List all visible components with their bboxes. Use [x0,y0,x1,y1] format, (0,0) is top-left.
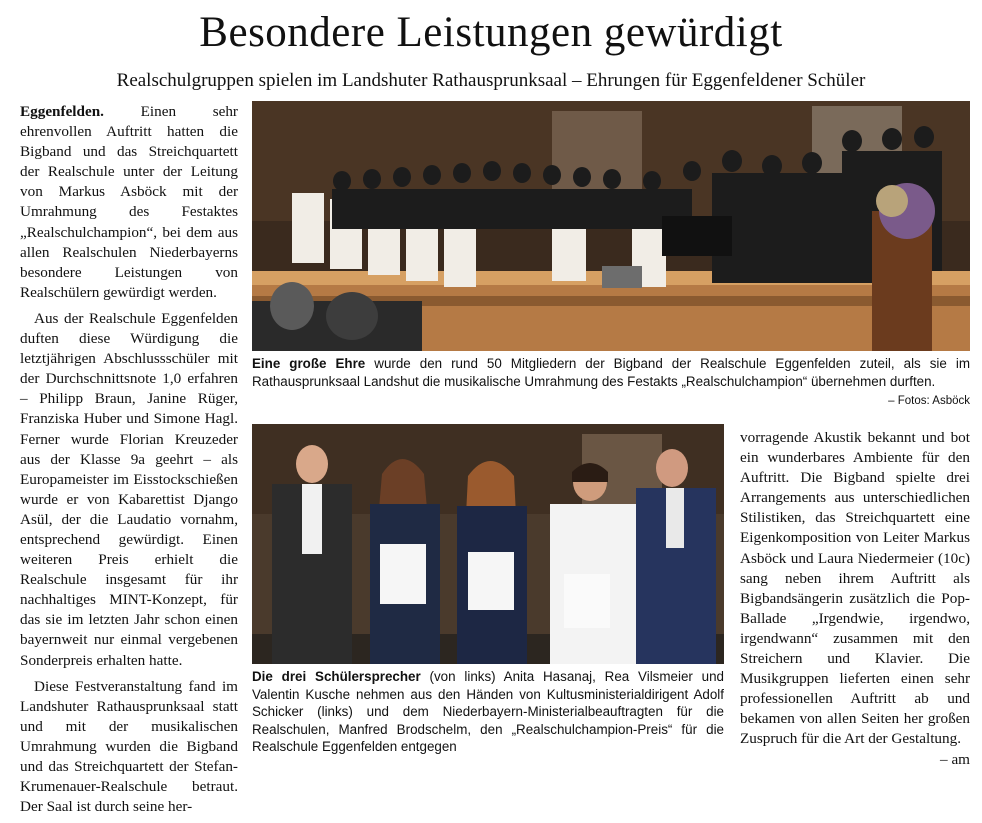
article-column-left [20,102,238,823]
article-column-right [740,428,970,770]
caption-award-lead: Die drei Schülersprecher [252,669,421,684]
caption-award-text: (von links) Anita Hasanaj, Rea Vilsmeier und Valentin Kusche nehmen aus den Händen von Kultusministerialdirigent Adolf Schicker (links) und dem Niederbayern-Ministerialbeauftragten für die Realschulen, Manfred Brodschelm, den „Realschulchampion-Preis“ für die Realschule Eggenfelden entgegen [252,669,724,755]
caption-award [252,668,724,756]
paragraph-continuation [740,428,970,768]
paragraph-1-text: Einen sehr ehrenvollen Auftritt hatten die Bigband und das Streichquartett der Realschule unter der Leitung von Markus Asböck mit der Umrahmung des Festaktes „Realschulchampion“, bei dem aus allen Realschulen Niederbayerns besondere Leistungen von Realschülern gewürdigt werden. [20,103,238,301]
award-photo-illustration [252,424,724,664]
paragraph-2: Aus der Realschule Eggenfelden duften diese Würdigung die letztjährigen Abschlussschüler mit der Durchschnittsnote 1,0 erfahren – Philipp Braun, Janine Rüger, Franziska Huber und Simone Hagl. Ferner wurde Florian Kreuzeder aus der Klasse 9a geehrt – als Europameister im Eisstockschießen wurde er von Kabarettist Django Asül, der die Laudatio vornahm, entsprechend gewürdigt. Einen weiteren Preis erhielt die Realschule insgesamt für ihr nachhaltiges MINT-Konzept, für das sie im letzten Jahr schon einen bayernweit nur einmal vergebenen Sonderpreis erhalten hatte. [20,309,238,669]
headline: Besondere Leistungen gewürdigt [199,9,783,56]
paragraph-continuation-text: vorragende Akustik bekannt und bot ein wunderbares Ambiente für den Auftritt. Die Bigband spielte drei Arrangements aus unterschiedlichen Stilistiken, das Streichquartett eine Eigenkomposition von Leiter Markus Asböck und Laura Niedermeier (10c) sang neben ihrem Auftritt als Bigbandsängerin zusätzlich die Pop-Ballade „Irgendwie, irgendwo, irgendwann“ zusammen mit den Streichern und Klavier. Die Musikgruppen lieferten einen sehr professionellen Auftritt ab und bekamen von allen Seiten her großen Zuspruch für die Art der Gestaltung. [740,429,970,748]
caption-bigband [252,355,970,390]
paragraph-1 [20,102,238,303]
dateline: Eggenfelden. [20,103,104,120]
paragraph-3: Diese Festveranstaltung fand im Landshuter Rathausprunksaal statt und mit der musikalischen Umrahmung wurden die Bigband und das Streichquartett der Stefan-Krumenauer-Realschule betraut. Der Saal ist durch seine her- [20,677,238,816]
photo-credit: – Fotos: Asböck [888,395,970,407]
bigband-photo-illustration [252,101,970,351]
photo-bigband [252,101,970,351]
caption-bigband-lead: Eine große Ehre [252,356,366,371]
subheadline: Realschulgruppen spielen im Landshuter Rathausprunksaal – Ehrungen für Eggenfeldener Schüler [116,70,866,91]
caption-bigband-text: wurde den rund 50 Mitgliedern der Bigband der Realschule Eggenfelden zuteil, als sie im Rathausprunksaal Landshut die musikalische Umrahmung des Festakts „Realschulchampion“ übernehmen durften. [252,356,970,389]
author-signature: – am [940,750,970,768]
photo-award-ceremony [252,424,724,664]
